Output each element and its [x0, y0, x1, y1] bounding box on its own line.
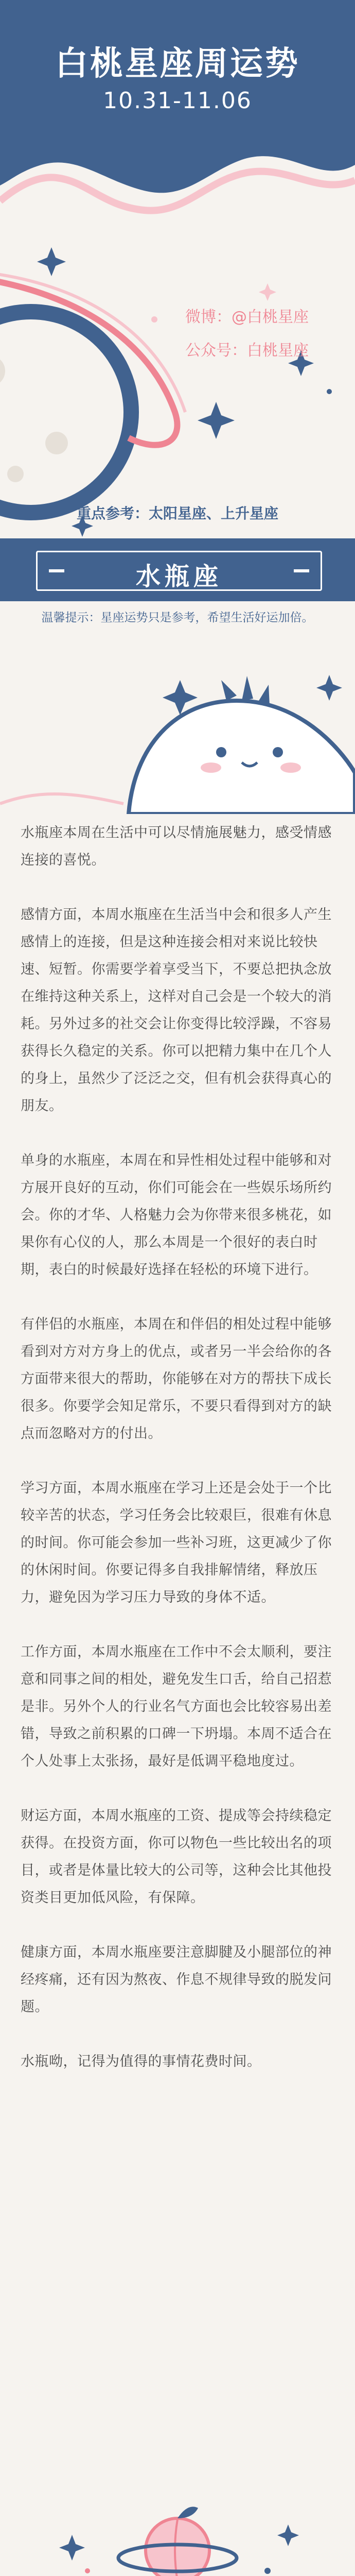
paragraph-study: 学习方面，本周水瓶座在学习上还是会处于一个比较辛苦的状态，学习任务会比较艰巨，很难有休息的时间。你可能会参加一些补习班，这更减少了你的休闲时间。你要记得多自我排解情绪，释放压力，避免因为学习压力导致的身体不适。	[21, 1480, 332, 1605]
paragraph-health: 健康方面，本周水瓶座要注意脚腱及小腿部位的神经疼痛，还有因为熬夜、作息不规律导致的脱发问题。	[21, 1944, 332, 2015]
star-icon	[259, 283, 276, 301]
star-icon	[198, 402, 235, 439]
mascot-body	[129, 701, 355, 814]
reference-note: 重点参考：太阳星座、上升星座	[76, 505, 278, 522]
sign-banner	[0, 538, 355, 601]
star-icon	[37, 247, 66, 276]
header	[0, 0, 355, 129]
date-range: 10.31-11.06	[103, 88, 252, 114]
wechat-account: 公众号：白桃星座	[185, 342, 309, 360]
wave-line	[0, 794, 123, 804]
dash-right	[294, 569, 309, 572]
star-icon	[316, 675, 342, 701]
horoscope-content	[21, 819, 335, 2103]
paragraph-wealth: 财运方面，本周水瓶座的工资、提成等会持续稳定获得。在投资方面，你可以物色一些比较出名的项目，或者是体量比较大的公司等，这种会比其他投资类目更加低风险，有保障。	[21, 1808, 332, 1906]
mascot-eye	[273, 747, 283, 757]
page-title: 白桃星座周运势	[55, 45, 300, 83]
paragraph-intro: 水瓶座本周在生活中可以尽情施展魅力，感受情感连接的喜悦。	[21, 825, 332, 868]
sign-name: 水瓶座	[135, 562, 222, 591]
star-icon	[59, 2535, 85, 2561]
paragraph-love: 感情方面，本周水瓶座在生活当中会和很多人产生感情上的连接，但是这种连接会相对来说比较快速、短暂。你需要学着享受当下，不要总把执念放在维持这种关系上，这样对自己会是一个较大的消耗。另外过多的社交会让你变得比较浮躁，不容易获得长久稳定的关系。你可以把精力集中在几个人的身上，虽然少了泛泛之交，但有机会获得真心的朋友。	[21, 907, 332, 1114]
mascot-illustration	[0, 618, 355, 814]
tip-text: 温馨提示：星座运势只是参考，希望生活好运加倍。	[41, 611, 314, 624]
star-icon	[277, 2524, 299, 2546]
sign-frame	[36, 551, 322, 591]
footer-illustration	[0, 2494, 355, 2576]
paragraph-work: 工作方面，本周水瓶座在工作中不会太顺利，要注意和同事之间的相处，避免发生口舌，给自己招惹是非。另外个人的行业名气方面也会比较容易出差错，导致之前积累的口碑一下坍塌。本周不适合在个人处事上太张扬，最好是低调平稳地度过。	[21, 1644, 332, 1769]
hero-illustration	[0, 124, 355, 541]
paragraph-single: 单身的水瓶座，本周在和异性相处过程中能够和对方展开良好的互动，你们可能会在一些娱乐场所约会。你的才华、人格魅力会为你带来很多桃花，如果你有心仪的人，那么本周是一个很好的表白时期，表白的时候最好选择在轻松的环境下进行。	[21, 1153, 332, 1278]
paragraph-closing: 水瓶呦，记得为值得的事情花费时间。	[21, 2054, 261, 2070]
paragraph-partner: 有伴侣的水瓶座，本周在和伴侣的相处过程中能够看到对方对方身上的优点，或者另一半会给你的各方面带来很大的帮助，你能够在对方的帮扶下成长很多。你要学会知足常乐，不要只看得到对方的缺点而忽略对方的付出。	[21, 1316, 332, 1442]
weibo-handle: 微博：@白桃星座	[185, 308, 309, 326]
mascot-eye	[216, 747, 226, 757]
